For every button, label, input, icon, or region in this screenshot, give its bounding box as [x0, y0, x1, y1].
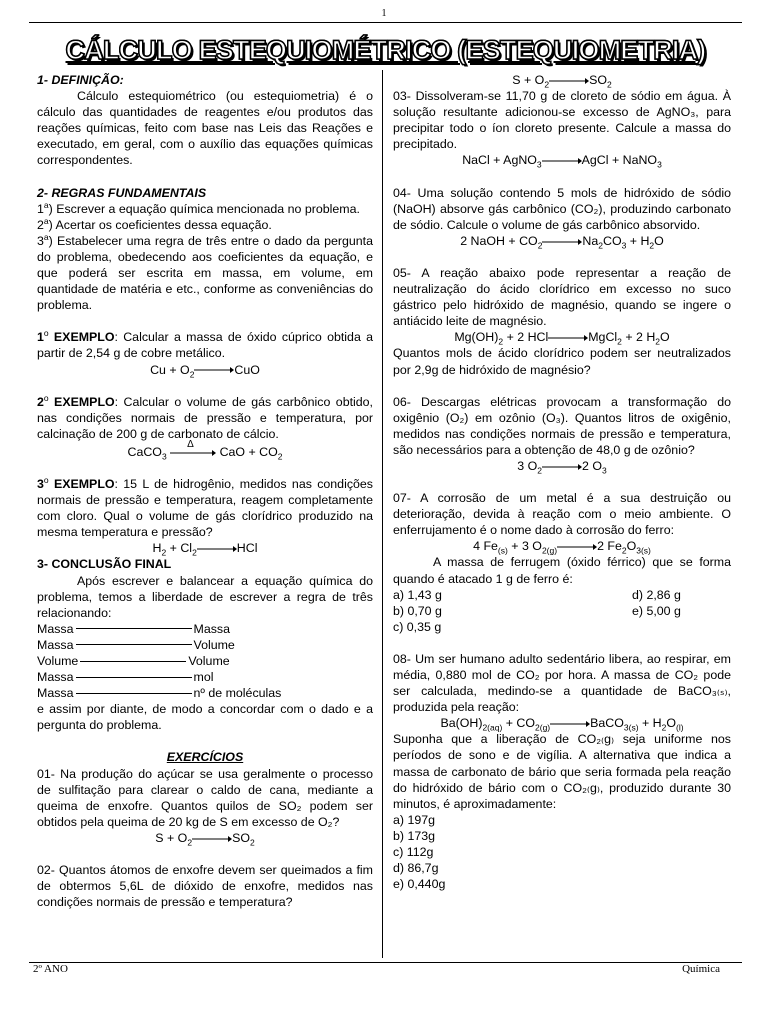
equation-exercise-02: $S + O_2$ $SO_2$ [512, 73, 612, 90]
option: b) 0,70 g [393, 603, 442, 618]
page-title: CÁLCULO ESTEQUIOMÉTRICO (ESTEQUIOMETRIA) [65, 35, 706, 65]
option: c) 112g [393, 845, 434, 860]
reaction-arrow-icon [549, 77, 589, 85]
equation-example-3: $H_2 + Cl_2$ HCl [152, 541, 258, 558]
relation-row: Massa mol [37, 670, 214, 685]
conclusion-text: Após escrever e balancear a equação química do problema, temos a liberdade de escrever a regra de três relacionando: [37, 573, 373, 620]
option [572, 619, 731, 635]
relation-row: Massa Massa [37, 621, 230, 636]
rule-item: 1$^a$) Escrever a equação química mencionada no problema. [37, 199, 360, 216]
definition-text: Cálculo estequiométrico (ou estequiometria) é o cálculo das quantidades de reagentes e/ou produtos das reações químicas, feito com base nas Leis das Reações e executado, em geral, com o auxílio das equações químicas correspondentes. [37, 89, 373, 168]
option: e) 5,00 g [632, 603, 681, 618]
option: a) 197g [393, 812, 436, 827]
exercise-07-options [393, 587, 731, 635]
conclusion-closing: e assim por diante, de modo a concordar com o dado e a pergunta do problema. [37, 702, 373, 733]
reaction-arrow-icon [170, 448, 216, 458]
equation-exercise-01: $S + O_2$ $SO_2$ [155, 830, 255, 848]
equation-example-1: $Cu + O_2$ CuO [150, 362, 260, 379]
option: c) 0,35 g [393, 619, 442, 634]
bottom-rule [29, 962, 742, 963]
reaction-arrow-icon [192, 835, 232, 843]
reaction-arrow-icon [542, 463, 582, 471]
rule-item: 2$^a$) Acertar os coeficientes dessa equação. [37, 215, 272, 232]
exercise-08-question: Suponha que a liberação de CO₂₍g₎ seja uniforme nos períodos de sono e de vigília. A alternativa que indica a massa de carbonato de bário que seria formada pela reação do hidróxido de bário com o CO₂₍g₎, produzido durante 30 minutos, é aproximadamente: [393, 732, 731, 811]
right-column [393, 72, 731, 892]
relation-row: Massa Volume [37, 637, 235, 652]
exercise-04: 04- Uma solução contendo 5 mols de hidróxido de sódio (NaOH) absorve gás carbônico (CO₂), produzindo carbonato de sódio. Calcule o volume de gás carbônico absorvido. [393, 185, 731, 232]
option: b) 173g [393, 828, 436, 843]
exercise-01: 01- Na produção do açúcar se usa geralmente o processo de sulfitação para clarear o caldo de cana, mediante a queima de enxofre. Quantos quilos de SO₂ podem ser obtidos pela queima de 20 kg de S em excesso de O₂? [37, 766, 373, 829]
equation-exercise-05: $Mg(OH)_2 + 2$ HCl MgCl$_2$ + 2 $H_2O$ [454, 330, 670, 347]
example-2: 2$^o$ EXEMPLO: Calcular o volume de gás carbônico obtido, nas condições normais de pressão e temperatura, por calcinação de 200 g de carbonato de cálcio. [37, 392, 374, 441]
conclusion-heading: 3- CONCLUSÃO FINAL [37, 557, 172, 572]
reaction-arrow-icon [194, 366, 234, 374]
equation-exercise-08: $Ba(OH)_{2(aq)} + CO_{2(g)}$ BaCO$_{3(s)}$ + $H_2O_{(l)}$ [440, 716, 684, 733]
footer-subject: Química [682, 963, 720, 975]
example-3: 3$^o$ EXEMPLO: 15 L de hidrogênio, medidos nas condições normais de pressão e temperatura, reagem completamente com cloro. Qual o volume de gás clorídrico produzido na mesma temperatura e pressão? [37, 474, 373, 540]
option: d) 2,86 g [632, 587, 681, 602]
equation-exercise-03: NaCl + AgNO$_3$ AgCl + NaNO$_3$ [462, 153, 662, 170]
exercise-07-question: A massa de ferrugem (óxido férrico) que se forma quando é atacado 1 g de ferro é: [393, 555, 731, 586]
exercise-02: 02- Quantos átomos de enxofre devem ser queimados a fim de obtermos 5,6L de dióxido de enxofre, medidos nas condições normais de pressão e temperatura? [37, 863, 373, 910]
page-number: 1 [381, 8, 387, 19]
reaction-arrow-icon [557, 543, 597, 551]
rule-item: 3$^a$) Estabelecer uma regra de três entre o dado da pergunta do problema, obedecendo aos coeficientes da equação, e que poderá ser escrita em massa, em volume, em quantidade de matéria e etc., conforme as conveniências do problema. [37, 231, 373, 313]
exercises-heading: EXERCÍCIOS [166, 750, 244, 765]
reaction-arrow-icon [550, 720, 590, 728]
delta-label: Δ [187, 438, 194, 450]
exercise-06: 06- Descargas elétricas provocam a transformação do oxigênio (O₂) em ozônio (O₃). Quantos litros de oxigênio, medidos nas condições normais de pressão e temperatura, são necessários para a obtenção de 48,0 g de ozônio? [393, 394, 731, 457]
equation-exercise-06: 3 $O_2$ 2 $O_3$ [517, 458, 607, 476]
equation-example-2: CaCO$_3$ Δ CaO + $CO_2$ [127, 438, 283, 462]
exercise-08: 08- Um ser humano adulto sedentário libera, ao respirar, em média, 0,880 mol de CO₂ por hora. A massa de CO₂ pode ser calculada, medindo-se a quantidade de BaCO₃₍ₛ₎, produzida pela reação: [393, 651, 731, 715]
footer-grade: 2º ANO [33, 963, 68, 975]
option: d) 86,7g [393, 861, 439, 876]
equation-exercise-07: 4 $Fe_{(s)} + 3$ $O_{2(g)}$ 2 $Fe_2O_{3(s)}$ [473, 539, 651, 556]
reaction-arrow-icon [542, 238, 582, 246]
example-1: 1$^o$ EXEMPLO: Calcular a massa de óxido cúprico obtida a partir de 2,54 g de cobre metálico. [37, 328, 373, 361]
option: e) 0,440g [393, 877, 446, 892]
relation-row: Volume Volume [37, 654, 230, 668]
reaction-arrow-icon [197, 545, 237, 553]
equation-exercise-04: 2 NaOH + $CO_2$ $Na_2CO_3 + H_2O$ [460, 233, 664, 251]
reaction-arrow-icon [548, 334, 588, 342]
left-column [37, 72, 373, 910]
exercise-05-question: Quantos mols de ácido clorídrico podem ser neutralizados por 2,9g de hidróxido de magnésio? [393, 346, 731, 377]
option: a) 1,43 g [393, 587, 442, 602]
exercise-03: 03- Dissolveram-se 11,70 g de cloreto de sódio em água. À solução resultante adicionou-se excesso de AgNO₃, para precipitar todo o íon cloreto presente. Calcule a massa do precipitado. [393, 89, 731, 152]
relation-row: Massa nº de moléculas [37, 686, 282, 701]
rules-heading: 2- REGRAS FUNDAMENTAIS [37, 185, 207, 200]
reaction-arrow-icon [542, 157, 582, 165]
exercise-07: 07- A corrosão de um metal é a sua destruição ou deterioração, devida à reação com o meio ambiente. O enferrujamento é o nome dado à corrosão do ferro: [393, 491, 731, 538]
definition-heading: 1- DEFINIÇÃO: [37, 73, 124, 87]
top-rule [29, 22, 742, 23]
column-divider [382, 70, 383, 958]
exercise-05: 05- A reação abaixo pode representar a reação de neutralização do ácido clorídrico em excesso no suco gástrico pelo hidróxido de magnésio, quando se ingere o antiácido leite de magnésio. [393, 265, 731, 329]
